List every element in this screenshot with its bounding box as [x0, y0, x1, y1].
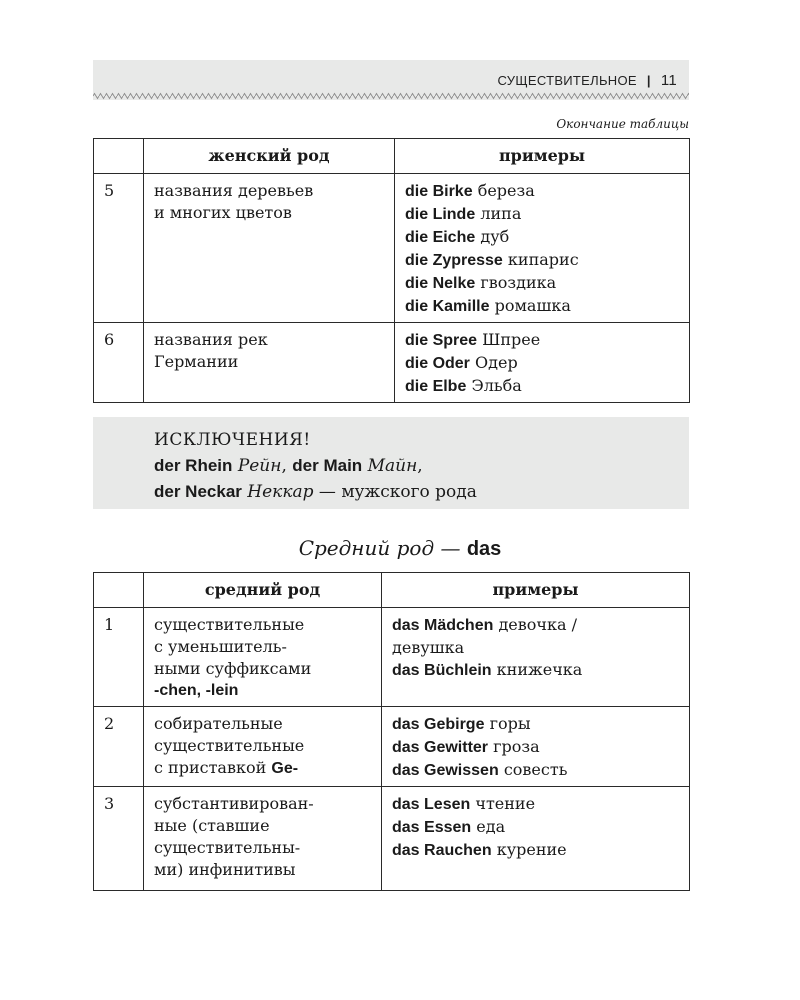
table-row	[94, 323, 690, 403]
desc-line: названия деревьев	[154, 181, 314, 200]
row-number: 2	[94, 707, 144, 787]
row-description	[144, 323, 395, 403]
row-examples	[382, 707, 690, 787]
desc-line: ными суффиксами	[154, 659, 312, 678]
desc-line: Германии	[154, 352, 239, 371]
desc-line: существительные	[154, 615, 305, 634]
exceptions-line: der Neckar Неккар — мужского рода	[154, 482, 477, 502]
desc-line: с приставкой Ge-	[154, 758, 299, 777]
desc-line: существительны-	[154, 838, 301, 857]
table-header-row	[94, 139, 690, 174]
example-line: die Birke береза	[405, 181, 535, 200]
example-line: das Büchlein книжечка	[392, 660, 583, 679]
row-examples	[395, 323, 690, 403]
col-examples-header: примеры	[395, 139, 690, 174]
example-line: die Oder Одер	[405, 353, 518, 372]
example-line: das Gebirge горы	[392, 714, 531, 733]
exceptions-title: ИСКЛЮЧЕНИЯ!	[154, 430, 311, 450]
example-line: die Elbe Эльба	[405, 376, 522, 395]
col-gender-header: средний род	[144, 573, 382, 608]
example-line: das Gewissen совесть	[392, 760, 568, 779]
example-line: die Kamille ромашка	[405, 296, 571, 315]
table-caption: Окончание таблицы	[556, 117, 689, 131]
desc-line: ми) инфинитивы	[154, 860, 296, 879]
example-line: die Nelke гвоздика	[405, 273, 557, 292]
exceptions-content	[154, 427, 477, 505]
example-line: das Essen еда	[392, 817, 506, 836]
desc-line: собирательные	[154, 714, 283, 733]
running-head-separator: |	[646, 73, 651, 88]
desc-line: названия рек	[154, 330, 268, 349]
exceptions-box	[93, 417, 689, 509]
col-examples-header: примеры	[382, 573, 690, 608]
example-line: das Rauchen курение	[392, 840, 567, 859]
table-header-row	[94, 573, 690, 608]
table-row	[94, 787, 690, 891]
row-examples	[382, 787, 690, 891]
row-number: 1	[94, 608, 144, 707]
example-line: das Mädchen девочка /	[392, 615, 578, 634]
table-row	[94, 707, 690, 787]
desc-line: субстантивирован-	[154, 794, 314, 813]
example-line: das Gewitter гроза	[392, 737, 540, 756]
section-title	[0, 536, 800, 561]
col-num-header	[94, 139, 144, 174]
section-title-de: das	[466, 538, 502, 560]
example-line: das Lesen чтение	[392, 794, 536, 813]
desc-suffixes: -chen, -lein	[154, 682, 239, 699]
exceptions-line: der Rhein Рейн, der Main Майн,	[154, 456, 423, 476]
running-head	[498, 72, 677, 89]
row-description	[144, 174, 395, 323]
table-row	[94, 174, 690, 323]
desc-line: существительные	[154, 736, 305, 755]
running-head-title: СУЩЕСТВИТЕЛЬНОЕ	[497, 73, 637, 88]
desc-line: с уменьшитель-	[154, 637, 287, 656]
example-line: die Spree Шпрее	[405, 330, 541, 349]
example-line: die Zypresse кипарис	[405, 250, 579, 269]
table-row	[94, 608, 690, 707]
example-line: die Linde липа	[405, 204, 522, 223]
neuter-table	[93, 572, 690, 891]
row-number: 5	[94, 174, 144, 323]
page-number: 11	[660, 72, 677, 89]
row-description	[144, 608, 382, 707]
example-line: девушка	[392, 638, 465, 657]
row-examples	[395, 174, 690, 323]
row-number: 6	[94, 323, 144, 403]
col-num-header	[94, 573, 144, 608]
example-line: die Eiche дуб	[405, 227, 510, 246]
row-description	[144, 707, 382, 787]
desc-line: ные (ставшие	[154, 816, 270, 835]
col-gender-header: женский род	[144, 139, 395, 174]
desc-line: и многих цветов	[154, 203, 292, 222]
row-description	[144, 787, 382, 891]
wavy-divider	[93, 92, 689, 102]
row-number: 3	[94, 787, 144, 891]
feminine-table	[93, 138, 690, 403]
section-title-ru: Средний род —	[298, 536, 461, 560]
row-examples	[382, 608, 690, 707]
